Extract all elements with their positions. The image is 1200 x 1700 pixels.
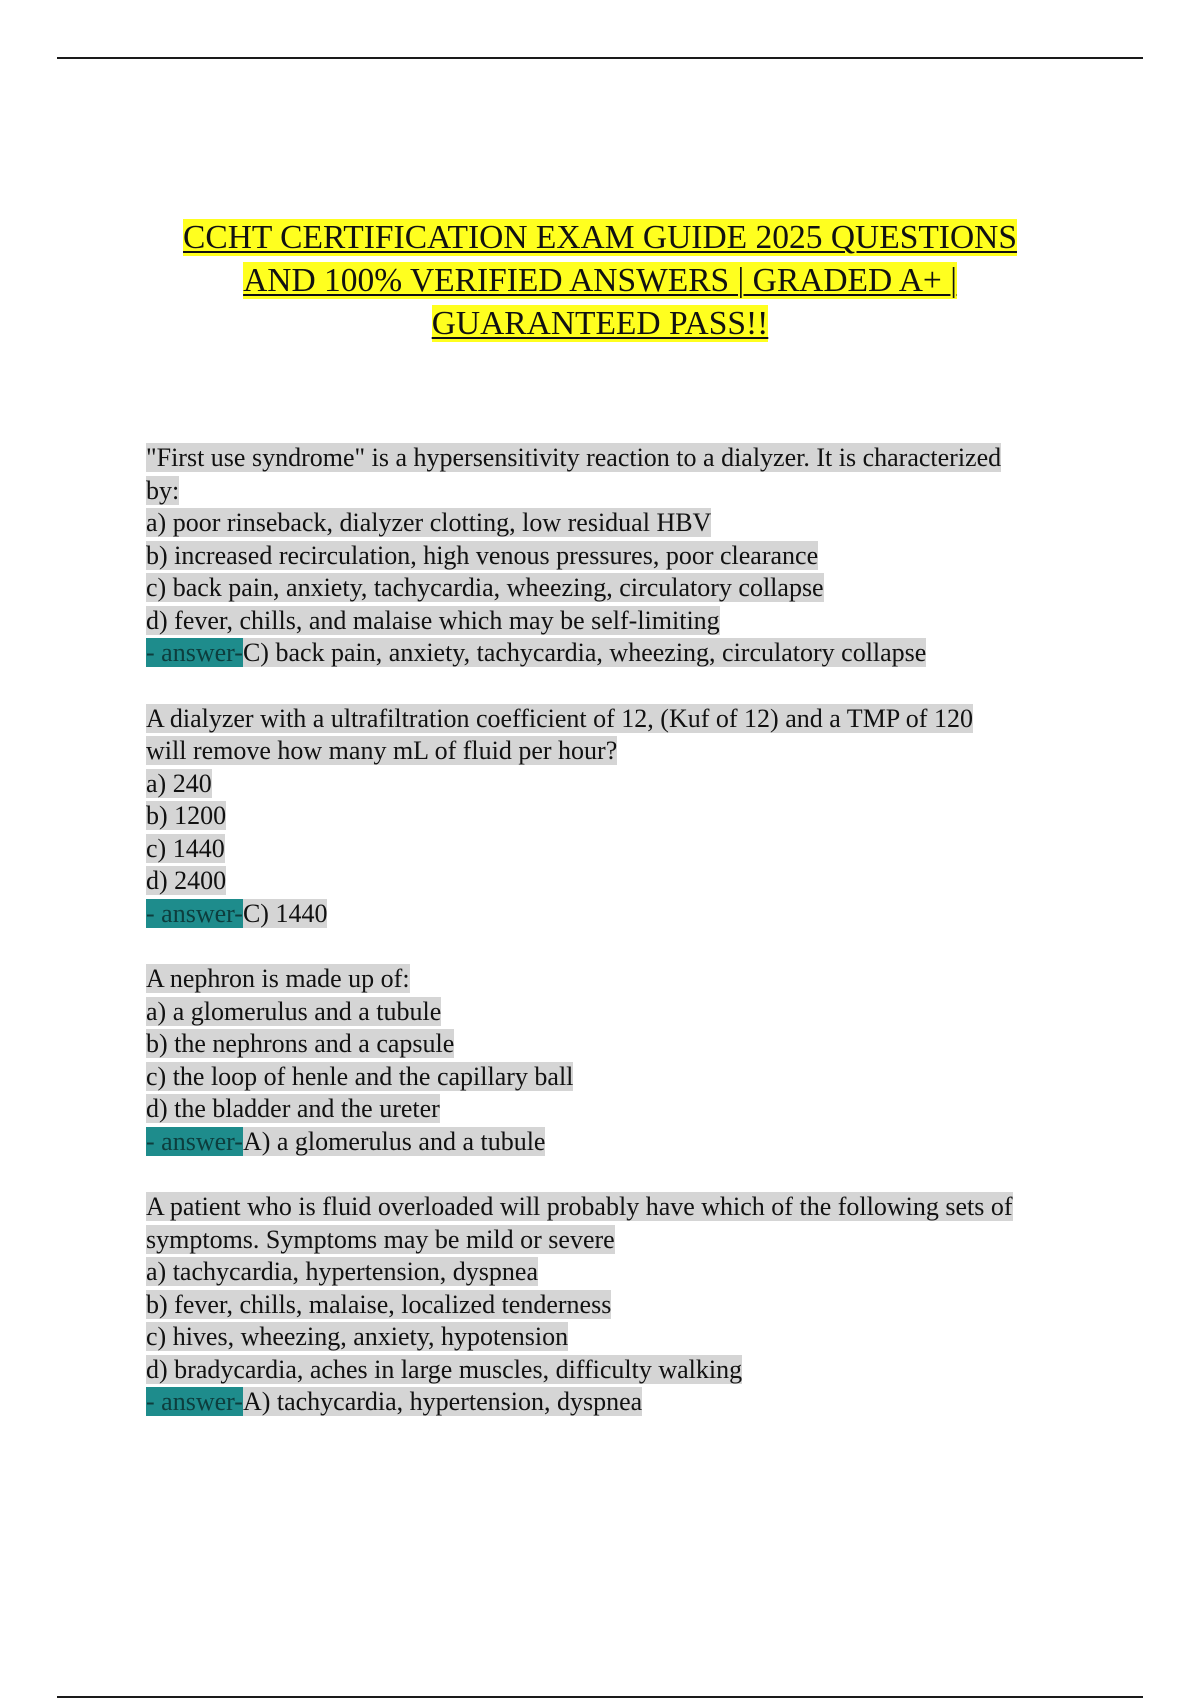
answer-text: C) back pain, anxiety, tachycardia, wheezing, circulatory collapse — [242, 638, 927, 667]
answer-line — [146, 898, 1146, 931]
option-c: c) the loop of henle and the capillary ball — [146, 1061, 574, 1091]
question-stem: A patient who is fluid overloaded will probably have which of the following sets of — [146, 1192, 1013, 1221]
bottom-rule — [57, 1696, 1143, 1698]
question-list — [146, 442, 1146, 1452]
question-stem: symptoms. Symptoms may be mild or severe — [146, 1224, 615, 1254]
answer-tag: - answer- — [146, 898, 243, 928]
answer-line — [146, 1386, 1146, 1419]
answer-text: A) tachycardia, hypertension, dyspnea — [242, 1387, 643, 1416]
question-stem: "First use syndrome" is a hypersensitivity reaction to a dialyzer. It is characterized — [146, 443, 1002, 472]
answer-text: C) 1440 — [242, 898, 328, 928]
answer-tag: - answer- — [146, 1387, 243, 1416]
option-d: d) 2400 — [146, 866, 227, 895]
question-stem: A nephron is made up of: — [146, 964, 410, 993]
option-b: b) 1200 — [146, 801, 227, 830]
answer-tag: - answer- — [146, 1126, 243, 1156]
title-line-3: GUARANTEED PASS!! — [431, 305, 769, 342]
option-c: c) hives, wheezing, anxiety, hypotension — [146, 1322, 569, 1351]
option-a: a) a glomerulus and a tubule — [146, 996, 442, 1026]
answer-text: A) a glomerulus and a tubule — [242, 1126, 546, 1156]
question-stem: will remove how many mL of fluid per hour? — [146, 736, 618, 765]
document-title — [100, 216, 1100, 345]
question-block — [146, 703, 1146, 931]
question-stem: by: — [146, 475, 180, 505]
option-d: d) fever, chills, and malaise which may be self-limiting — [146, 605, 720, 635]
option-c: c) back pain, anxiety, tachycardia, wheezing, circulatory collapse — [146, 573, 824, 602]
answer-tag: - answer- — [146, 638, 243, 667]
answer-line — [146, 637, 1146, 670]
option-d: d) the bladder and the ureter — [146, 1094, 440, 1123]
question-stem: A dialyzer with a ultrafiltration coefficient of 12, (Kuf of 12) and a TMP of 120 — [146, 703, 973, 733]
option-b: b) the nephrons and a capsule — [146, 1029, 455, 1058]
option-c: c) 1440 — [146, 833, 225, 863]
top-rule — [57, 57, 1143, 59]
option-b: b) increased recirculation, high venous pressures, poor clearance — [146, 540, 819, 570]
option-d: d) bradycardia, aches in large muscles, difficulty walking — [146, 1354, 743, 1384]
question-block — [146, 442, 1146, 670]
option-a: a) tachycardia, hypertension, dyspnea — [146, 1257, 539, 1286]
question-block — [146, 963, 1146, 1158]
option-a: a) poor rinseback, dialyzer clotting, low residual HBV — [146, 508, 712, 537]
question-block — [146, 1191, 1146, 1419]
answer-line — [146, 1126, 1146, 1159]
title-line-2: AND 100% VERIFIED ANSWERS | GRADED A+ | — [243, 262, 957, 299]
option-b: b) fever, chills, malaise, localized tenderness — [146, 1289, 612, 1319]
option-a: a) 240 — [146, 768, 212, 798]
title-line-1: CCHT CERTIFICATION EXAM GUIDE 2025 QUESTIONS — [183, 219, 1017, 256]
